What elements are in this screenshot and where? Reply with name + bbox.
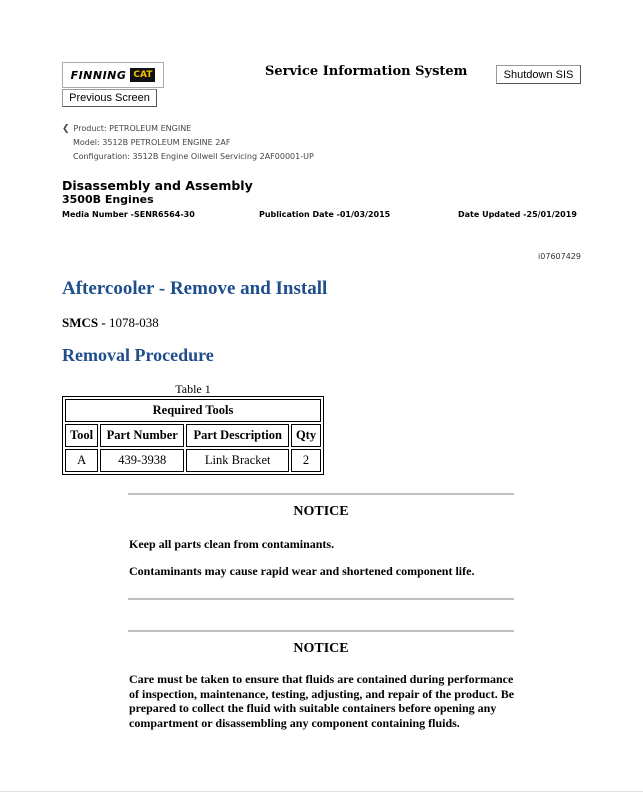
notice-paragraph: Contaminants may cause rapid wear and shortened component life. <box>129 564 475 578</box>
table-cell-tool: A <box>65 449 98 472</box>
smcs-label: SMCS - <box>62 315 106 330</box>
notice-paragraph: Keep all parts clean from contaminants. <box>129 537 335 551</box>
configuration-line: Configuration: 3512B Engine Oilwell Servicing 2AF00001-UP <box>73 152 314 161</box>
document-id: i07607429 <box>538 252 581 261</box>
model-line: Model: 3512B PETROLEUM ENGINE 2AF <box>73 138 231 147</box>
publication-date: Publication Date -01/03/2015 <box>259 210 391 219</box>
table-title: Required Tools <box>65 399 321 422</box>
previous-screen-button[interactable]: Previous Screen <box>62 89 157 107</box>
notice-divider <box>128 493 514 495</box>
product-line[interactable] <box>62 122 191 136</box>
table-header-qty: Qty <box>291 424 321 447</box>
page-bottom-divider <box>0 791 643 792</box>
document-subtitle: 3500B Engines <box>62 193 154 206</box>
notice-heading: NOTICE <box>293 641 349 656</box>
chevron-left-icon[interactable]: ❮ <box>62 124 70 134</box>
system-title: Service Information System <box>265 64 468 79</box>
finning-cat-logo <box>62 62 164 88</box>
product-text: Product: PETROLEUM ENGINE <box>73 124 192 133</box>
date-updated: Date Updated -25/01/2019 <box>458 210 577 219</box>
required-tools-table <box>62 396 324 475</box>
notice-divider <box>128 630 514 632</box>
finning-logo-text: FINNING <box>70 68 127 82</box>
table-caption: Table 1 <box>175 382 211 396</box>
notice-divider <box>128 598 514 600</box>
table-cell-part-description: Link Bracket <box>186 449 289 472</box>
shutdown-sis-button[interactable]: Shutdown SIS <box>496 65 581 84</box>
page-heading: Aftercooler - Remove and Install <box>62 278 328 299</box>
table-header-part-number: Part Number <box>100 424 184 447</box>
table-header-part-description: Part Description <box>186 424 289 447</box>
notice-paragraph: Care must be taken to ensure that fluids are contained during performance of inspection, maintenance, testing, adjusting, and repair of the product. Be prepared to collect the fluid with suitable containers before opening any compartment or disassembling any component containing fluids. <box>129 672 515 730</box>
smcs-code <box>62 315 159 331</box>
document-title: Disassembly and Assembly <box>62 178 253 193</box>
notice-heading: NOTICE <box>293 504 349 519</box>
section-heading: Removal Procedure <box>62 345 214 365</box>
smcs-value: 1078-038 <box>105 315 159 330</box>
table-cell-qty: 2 <box>291 449 321 472</box>
table-row <box>65 449 321 472</box>
cat-logo-badge: CAT <box>130 68 155 82</box>
table-cell-part-number: 439-3938 <box>100 449 184 472</box>
media-number: Media Number -SENR6564-30 <box>62 210 195 219</box>
table-header-tool: Tool <box>65 424 98 447</box>
